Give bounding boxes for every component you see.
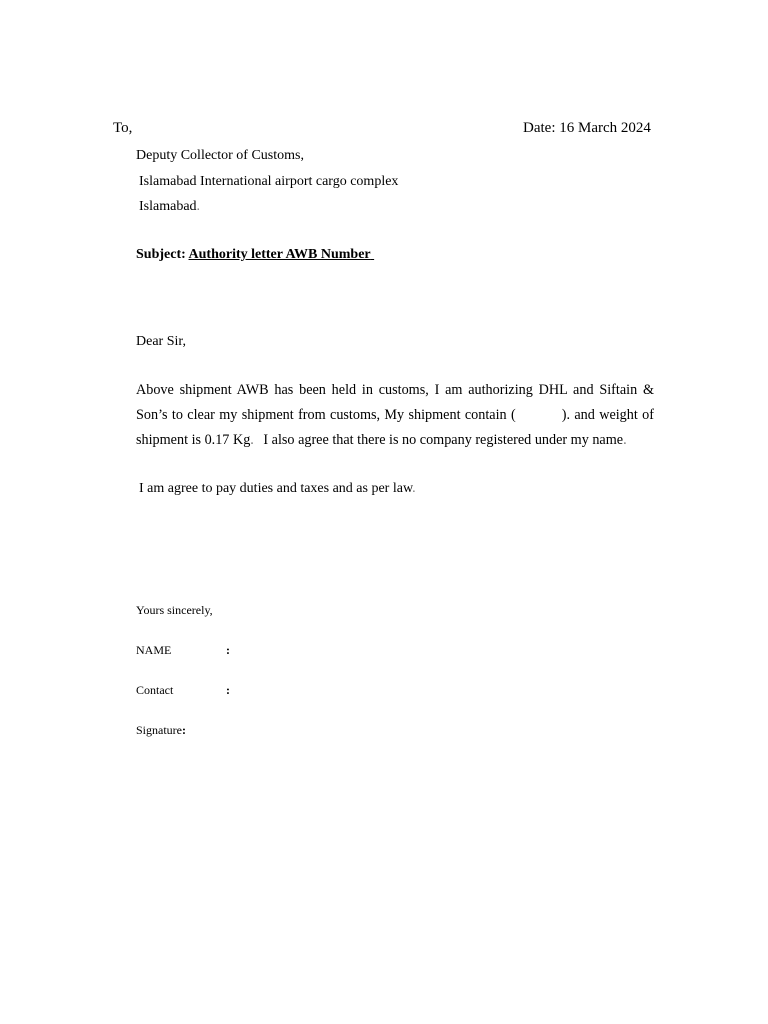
to-label: To, [113, 120, 133, 136]
body-part-3: I also agree that there is no company registered under my name [263, 432, 624, 448]
salutation: Dear Sir, [136, 334, 186, 349]
name-field [136, 643, 230, 658]
body-paragraph-1: Above shipment AWB has been held in customs, I am authorizing DHL and Siftain & Son’s to clear my shipment from customs, My shipment contain ( ). and weight of shipment is 0.17 Kg. I also agree that there is no company registered under my name. [136, 382, 654, 448]
recipient-line-3: Islamabad. [139, 199, 201, 214]
subject-line [136, 247, 374, 263]
letter-date: Date: 16 March 2024 [523, 120, 651, 136]
body-part-2: ). and weight of shipment is 0.17 Kg [136, 407, 654, 448]
contact-label: Contact [136, 683, 174, 697]
body-paragraph-2: I am agree to pay duties and taxes and as per law. [139, 481, 416, 496]
body-part-1: Above shipment AWB has been held in customs, I am authorizing DHL and Siftain & Son’s to clear my shipment from customs, My shipment contain ( [136, 382, 654, 423]
subject-text: Authority letter AWB Number [188, 247, 371, 262]
signature-label: Signature [136, 723, 182, 737]
recipient-line-1: Deputy Collector of Customs, [136, 148, 304, 163]
sign-off: Yours sincerely, [136, 603, 213, 617]
name-label: NAME [136, 643, 172, 657]
recipient-line-2: Islamabad International airport cargo complex [139, 174, 399, 189]
subject-label: Subject: [136, 247, 186, 262]
signature-field [136, 723, 186, 738]
contact-field [136, 683, 230, 698]
name-colon: : [226, 643, 230, 657]
contact-colon: : [226, 683, 230, 697]
signature-colon: : [182, 723, 186, 737]
